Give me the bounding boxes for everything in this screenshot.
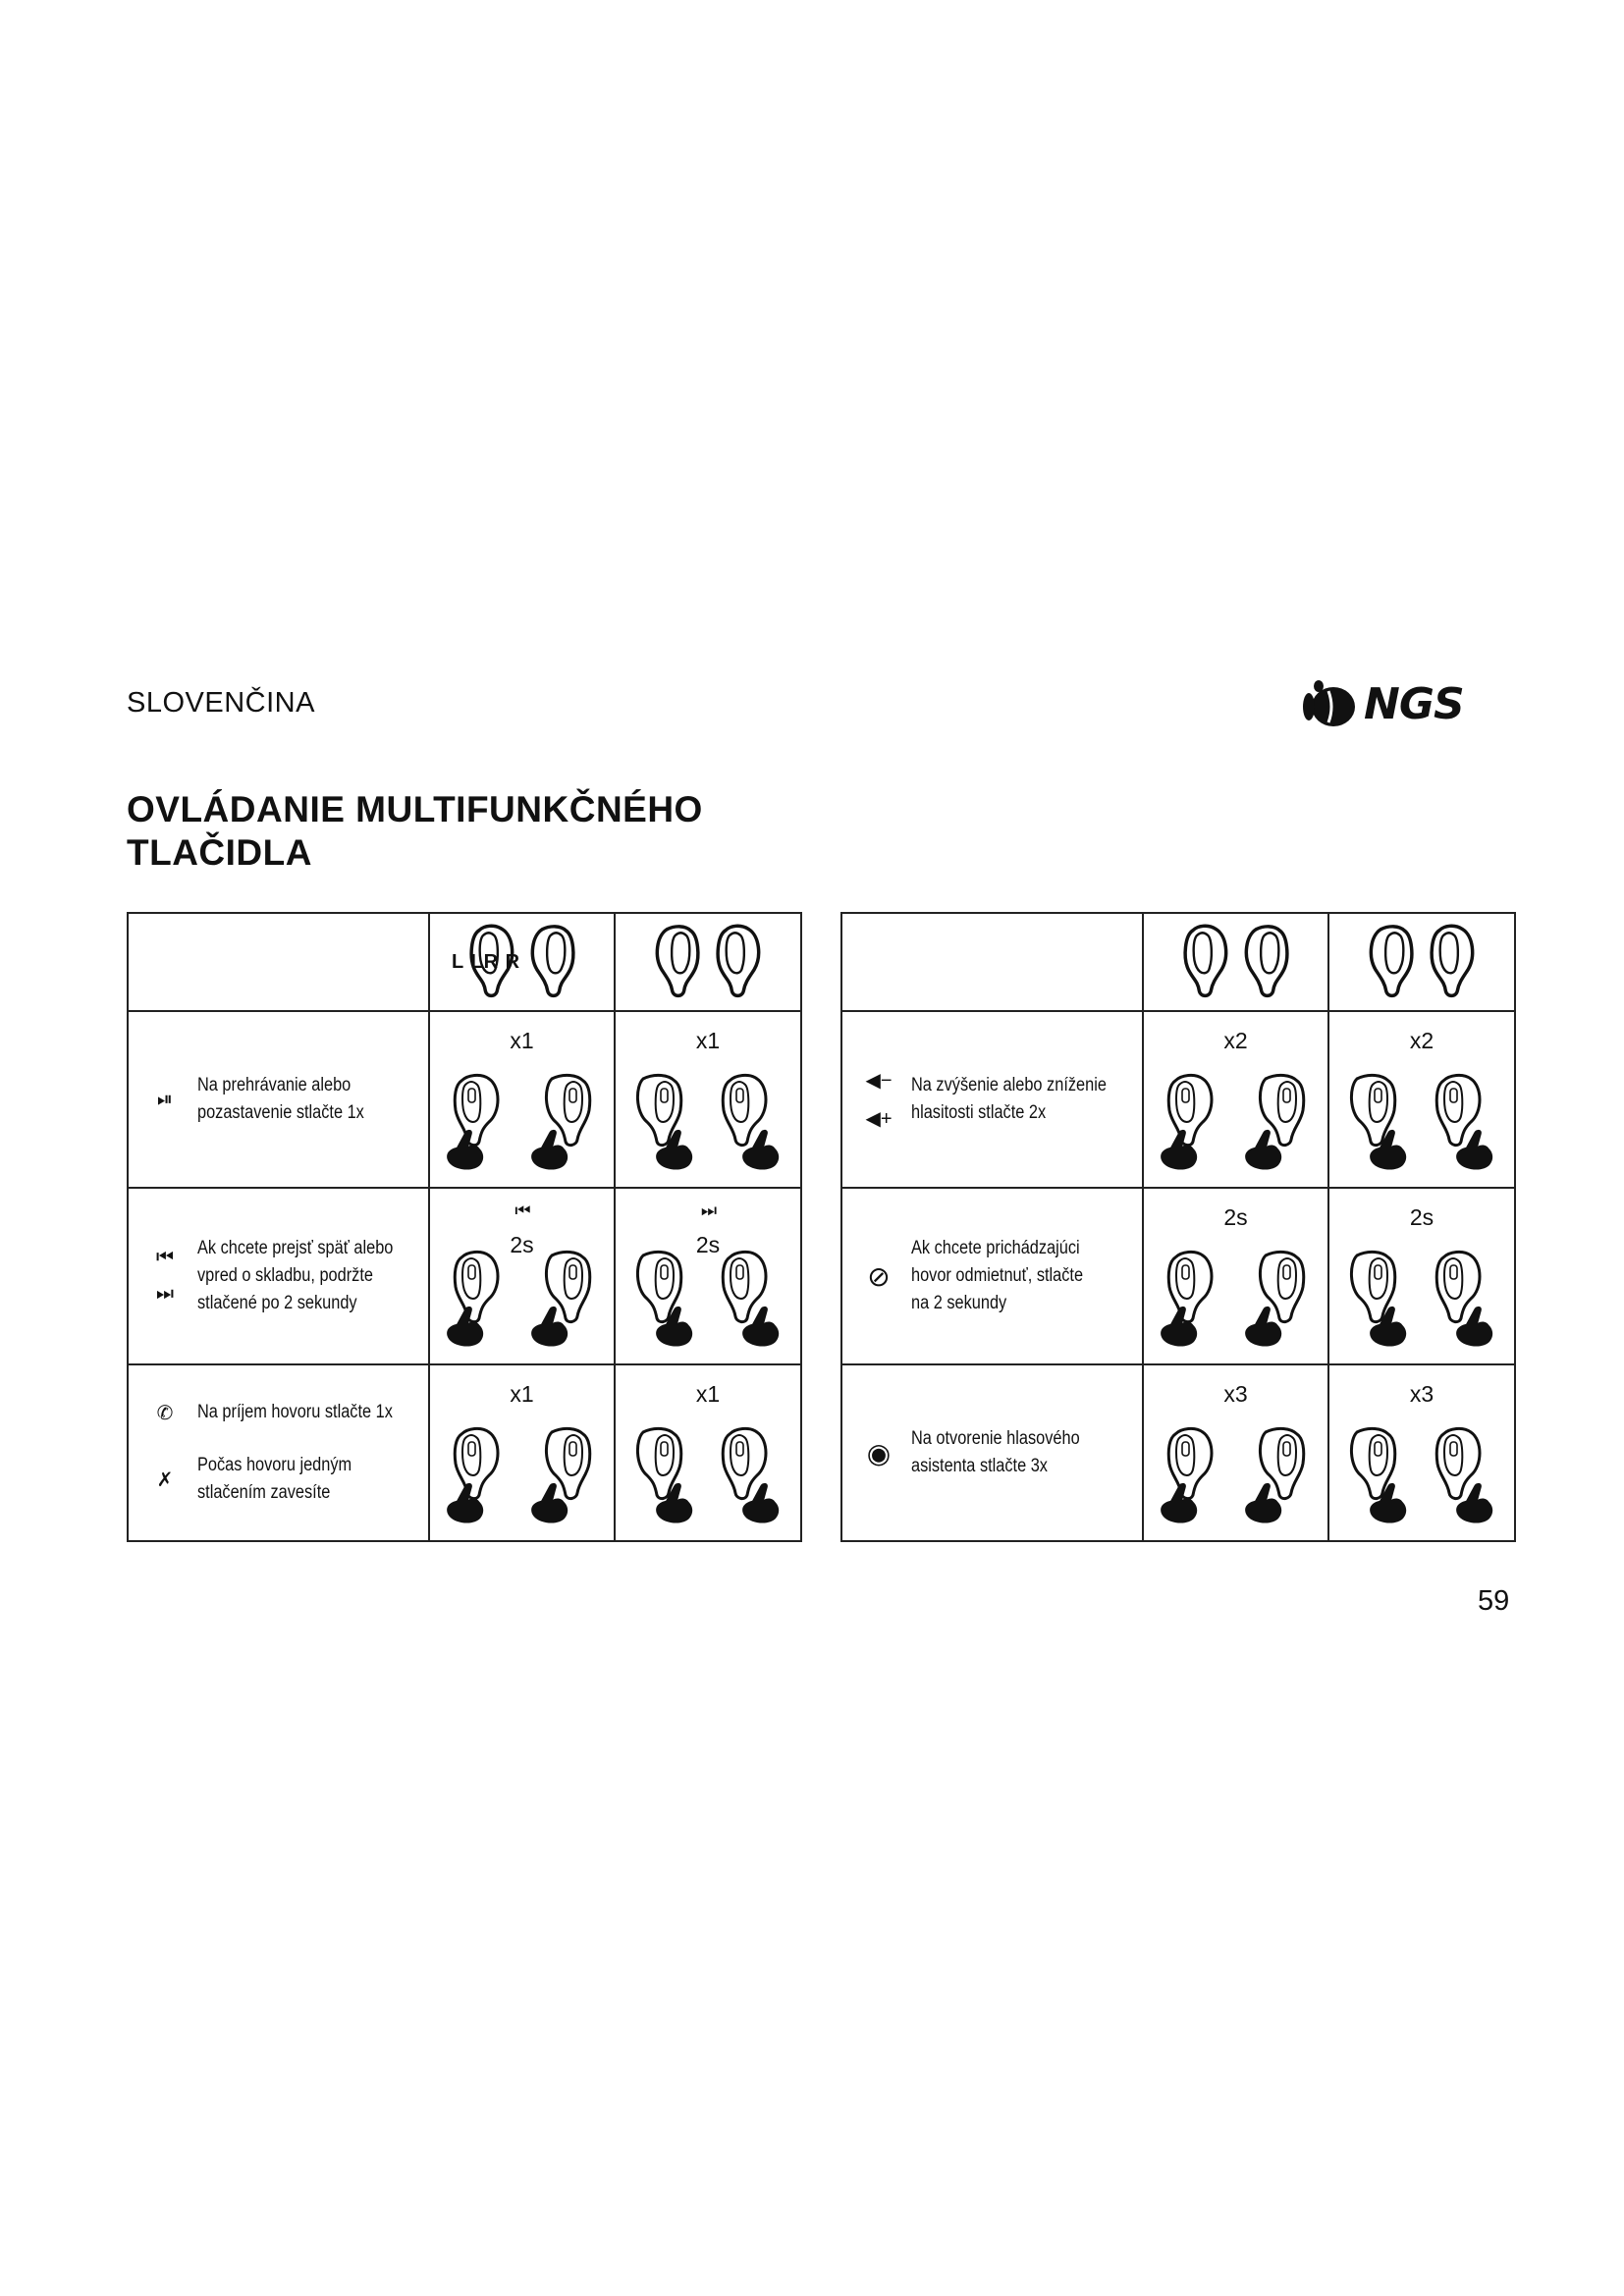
right-earbud-press-icon: [712, 1424, 786, 1526]
header-left-earbuds-cell: [1143, 913, 1328, 1011]
table-row-play-pause: ⏯ Na prehrávanie alebo pozastavenie stlačte 1x x1 x1: [128, 1011, 801, 1188]
left-earbud-press-icon: [629, 1424, 704, 1526]
right-earbud-press-icon: [712, 1248, 786, 1350]
language-label: SLOVENČINA: [127, 687, 315, 719]
table-header-row: [128, 913, 801, 1011]
reject-call-icon: ⊘: [867, 1260, 891, 1292]
table-header-row: [841, 913, 1515, 1011]
answer-call-icon: ✆: [156, 1402, 174, 1424]
controls-table-right: [840, 912, 1516, 1542]
left-earbud-icon: [1176, 923, 1235, 1001]
header-right-earbuds-cell: [1328, 913, 1515, 1011]
press-count-label: x3: [1223, 1381, 1248, 1407]
hold-duration-label: 2s: [695, 1232, 721, 1257]
header-left-earbuds-cell: [429, 913, 615, 1011]
right-earbud-press-icon: [712, 1071, 786, 1173]
right-earbud-icon: [1423, 923, 1482, 1001]
press-count-label: x1: [510, 1381, 534, 1407]
right-earbud-press-icon: [1240, 1424, 1315, 1526]
press-count-label: x1: [695, 1381, 721, 1407]
voice-assistant-icon: ◉: [866, 1437, 892, 1468]
page-number: 59: [1478, 1585, 1510, 1617]
ngs-logo-mark-icon: [1301, 677, 1358, 730]
right-earbud-icon: [709, 923, 768, 1001]
left-earbud-icon: [1362, 923, 1421, 1001]
previous-track-icon: ⏮: [156, 1247, 174, 1268]
left-earbud-press-icon: [1158, 1424, 1232, 1526]
press-count-label: x3: [1409, 1381, 1435, 1407]
right-earbud-press-icon: [1426, 1071, 1500, 1173]
header-empty-cell: [128, 913, 429, 1011]
table-row-voice-assistant: ◉ Na otvorenie hlasového asistenta stlačte 3x x3 x3: [841, 1364, 1515, 1541]
next-track-icon: ⏭: [156, 1283, 174, 1305]
right-earbud-icon: [523, 923, 582, 1001]
table-row-volume: ◀− ◀+ Na zvýšenie alebo zníženie hlasitosti stlačte 2x x2 x2: [841, 1011, 1515, 1188]
right-earbud-press-icon: [1426, 1248, 1500, 1350]
title-line-1: OVLÁDANIE MULTIFUNKČNÉHO: [127, 789, 703, 829]
right-earbud-press-icon: [1426, 1424, 1500, 1526]
title-line-2: TLAČIDLA: [127, 832, 312, 873]
right-earbud-press-icon: [526, 1248, 601, 1350]
left-earbud-press-icon: [629, 1071, 704, 1173]
left-earbud-icon: [648, 923, 707, 1001]
right-earbud-press-icon: [1240, 1071, 1315, 1173]
logo-text: NGS: [1364, 678, 1464, 729]
next-track-icon: ⏭: [700, 1201, 716, 1220]
table-row-reject-call: ⊘ Ak chcete prichádzajúci hovor odmietnuť, stlačte na 2 sekundy 2s 2s: [841, 1188, 1515, 1364]
page-title: [127, 788, 703, 875]
table-row-calls: ✆ Na príjem hovoru stlačte 1x ✗ Počas hovoru jedným stlačením zavesíte x1 x1: [128, 1364, 801, 1541]
end-call-icon: ✗: [156, 1468, 174, 1491]
left-earbud-press-icon: [444, 1248, 518, 1350]
left-earbud-press-icon: [1158, 1248, 1232, 1350]
hold-duration-label: 2s: [1223, 1204, 1248, 1230]
right-earbud-icon: [1237, 923, 1296, 1001]
ngs-logo: [1301, 677, 1464, 730]
lr-labels: L LR R: [452, 951, 521, 973]
right-earbud-press-icon: [526, 1424, 601, 1526]
press-count-label: x2: [1409, 1028, 1435, 1053]
hold-duration-label: 2s: [510, 1232, 534, 1257]
left-earbud-press-icon: [444, 1071, 518, 1173]
left-earbud-press-icon: [1158, 1071, 1232, 1173]
previous-track-icon: ⏮: [514, 1201, 529, 1220]
left-earbud-press-icon: [444, 1424, 518, 1526]
header-right-earbuds-cell: [615, 913, 801, 1011]
left-earbud-press-icon: [1343, 1248, 1418, 1350]
volume-up-icon: ◀−: [865, 1070, 893, 1092]
volume-down-icon: ◀+: [865, 1108, 893, 1130]
left-earbud-press-icon: [1343, 1071, 1418, 1173]
press-count-label: x1: [695, 1028, 721, 1053]
left-earbud-press-icon: [1343, 1424, 1418, 1526]
left-earbud-press-icon: [629, 1248, 704, 1350]
table-row-track-skip: ⏮ ⏭ Ak chcete prejsť späť alebo vpred o skladbu, podržte stlačené po 2 sekundy ⏮ 2s ⏭ 2s: [128, 1188, 801, 1364]
right-earbud-press-icon: [526, 1071, 601, 1173]
press-count-label: x1: [510, 1028, 534, 1053]
play-pause-icon: ⏯: [157, 1088, 173, 1110]
press-count-label: x2: [1223, 1028, 1248, 1053]
right-earbud-press-icon: [1240, 1248, 1315, 1350]
controls-table-left: [127, 912, 802, 1542]
header-empty-cell: [841, 913, 1143, 1011]
hold-duration-label: 2s: [1409, 1204, 1435, 1230]
